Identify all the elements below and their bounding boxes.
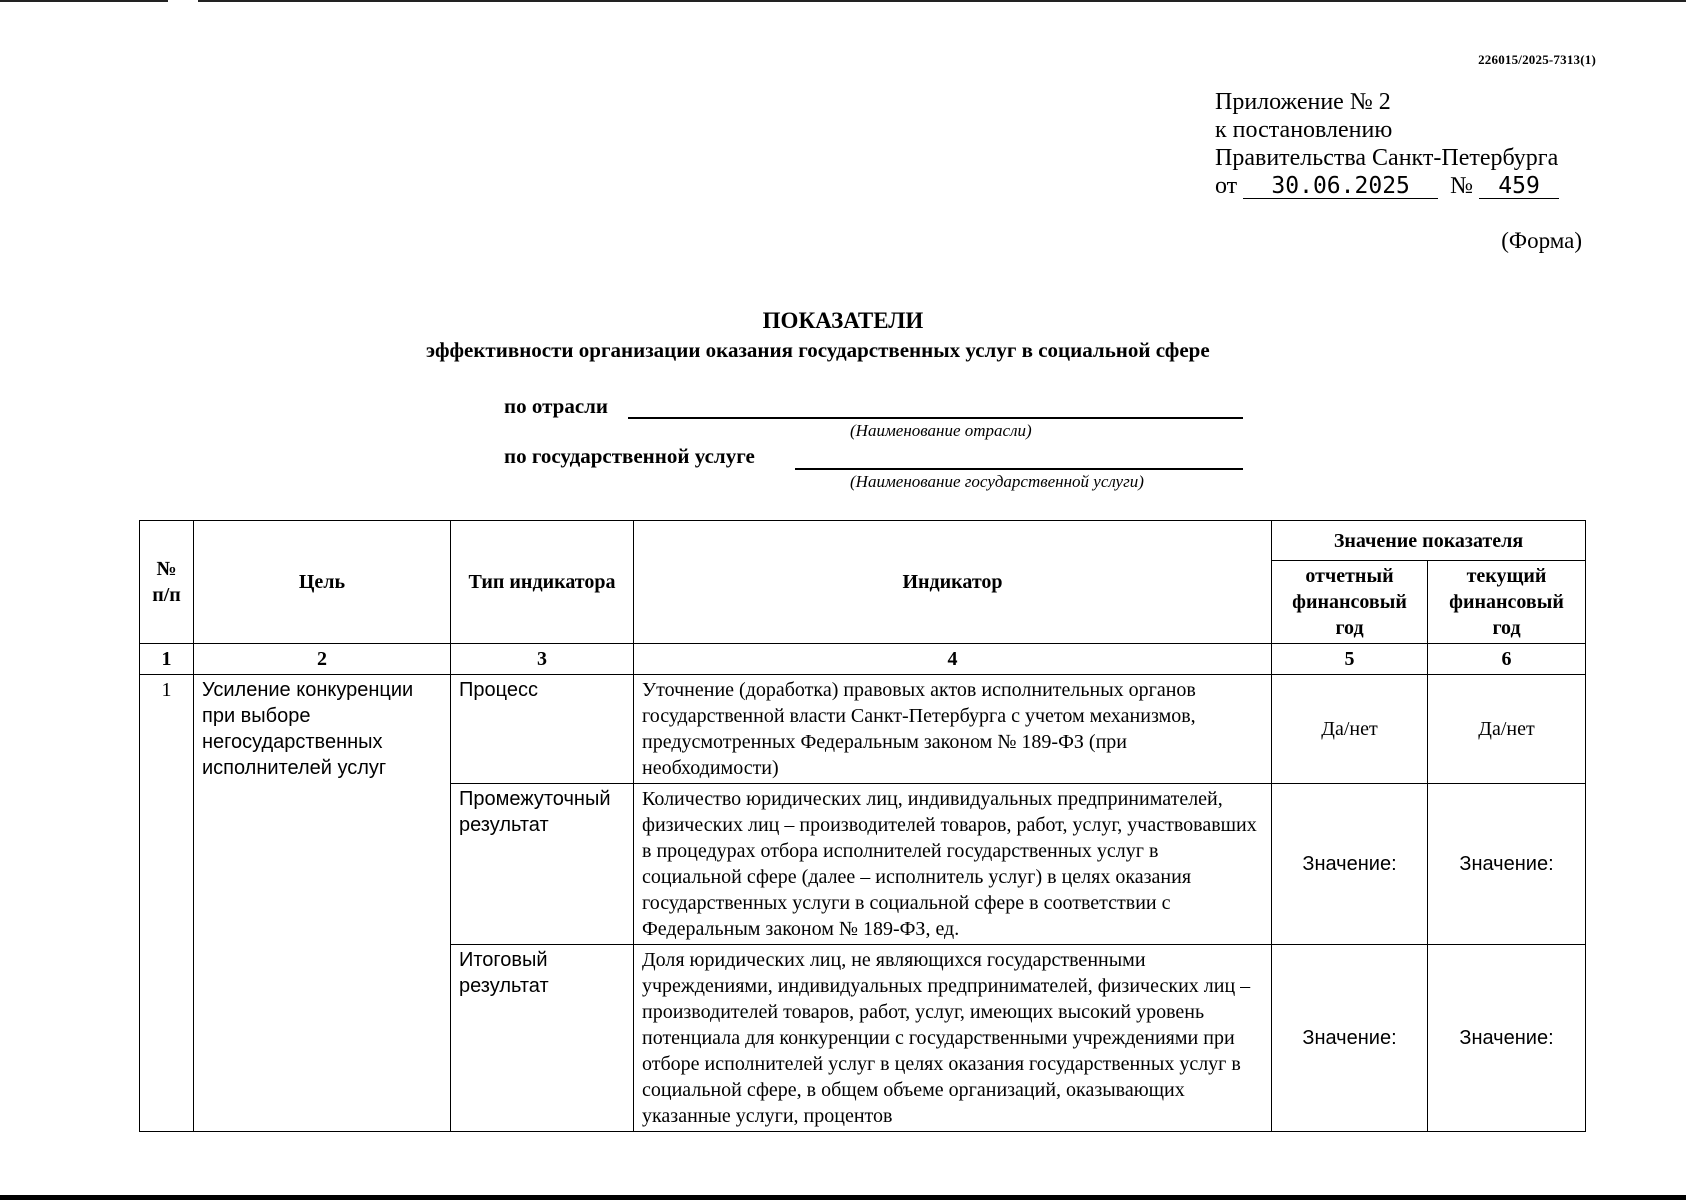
page-subtitle: эффективности организации оказания государственных услуг в социальной сфере xyxy=(426,338,1210,362)
column-number: 3 xyxy=(451,644,634,675)
form-label: (Форма) xyxy=(1501,228,1582,253)
indicator-text: Количество юридических лиц, индивидуальных предпринимателей, физических лиц – производителей товаров, работ, услуг, участвовавших в процедурах отбора исполнителей государственных услуг в социальной сфере (далее – исполнитель услуг) в целях оказания государственных услуги в социальной сфере в соответствии с Федеральным законом № 189-ФЗ, ед. xyxy=(634,784,1272,945)
header-type: Тип индикатора xyxy=(451,521,634,644)
decree-number: 459 xyxy=(1479,174,1559,199)
annex-line-1: Приложение № 2 xyxy=(1215,89,1391,115)
table-row xyxy=(140,675,1586,784)
document-number: 226015/2025-7313(1) xyxy=(1478,52,1596,67)
reporting-value: Значение: xyxy=(1272,784,1428,945)
annex-block xyxy=(1215,88,1559,200)
indicator-text: Уточнение (доработка) правовых актов исполнительных органов государственной власти Санкт-Петербурга с учетом механизмов, предусмотренных Федеральным законом № 189-ФЗ (при необходимости) xyxy=(634,675,1272,784)
indicators-table xyxy=(139,520,1586,1132)
annex-line-2: к постановлению xyxy=(1215,117,1393,143)
from-label: от xyxy=(1215,173,1238,199)
indicator-text: Доля юридических лиц, не являющихся государственными учреждениями, индивидуальных предпринимателей, физических лиц – производителей товаров, работ, услуг, имеющих высокий уровень потенциала для конкуренции с государственными учреждениями при отборе исполнителей услуг в целях оказания государственных услуг в социальной сфере, в общем объеме организаций, оказывающих указанные услуги, процентов xyxy=(634,945,1272,1132)
current-value: Значение: xyxy=(1428,784,1586,945)
service-field-line[interactable] xyxy=(795,468,1243,470)
column-number: 1 xyxy=(140,644,194,675)
service-label: по государственной услуге xyxy=(504,444,755,468)
column-number: 6 xyxy=(1428,644,1586,675)
header-current-year: текущий финансовый год xyxy=(1428,561,1586,644)
indicator-type: Промежуточный результат xyxy=(451,784,634,945)
service-hint: (Наименование государственной услуги) xyxy=(850,472,1144,491)
header-reporting-year: отчетный финансовый год xyxy=(1272,561,1428,644)
indicator-type: Процесс xyxy=(451,675,634,784)
header-num: № п/п xyxy=(140,521,194,644)
column-number: 4 xyxy=(634,644,1272,675)
header-indicator: Индикатор xyxy=(634,521,1272,644)
current-value: Значение: xyxy=(1428,945,1586,1132)
header-value-group: Значение показателя xyxy=(1272,521,1586,561)
header-goal: Цель xyxy=(194,521,451,644)
reporting-value: Значение: xyxy=(1272,945,1428,1132)
goal-cell: Усиление конкуренции при выборе негосударственных исполнителей услуг xyxy=(194,675,451,1132)
column-number: 2 xyxy=(194,644,451,675)
annex-date-line xyxy=(1215,172,1559,200)
row-number: 1 xyxy=(140,675,194,1132)
number-label: № xyxy=(1450,173,1474,199)
decree-date: 30.06.2025 xyxy=(1243,174,1438,199)
reporting-value: Да/нет xyxy=(1272,675,1428,784)
annex-line-3: Правительства Санкт-Петербурга xyxy=(1215,145,1559,171)
industry-label: по отрасли xyxy=(504,394,609,418)
indicator-type: Итоговый результат xyxy=(451,945,634,1132)
industry-hint: (Наименование отрасли) xyxy=(850,421,1032,440)
column-number: 5 xyxy=(1272,644,1428,675)
page-title: ПОКАЗАТЕЛИ xyxy=(762,308,924,333)
scan-edge xyxy=(0,0,1686,2)
industry-field-line[interactable] xyxy=(628,417,1243,419)
current-value: Да/нет xyxy=(1428,675,1586,784)
